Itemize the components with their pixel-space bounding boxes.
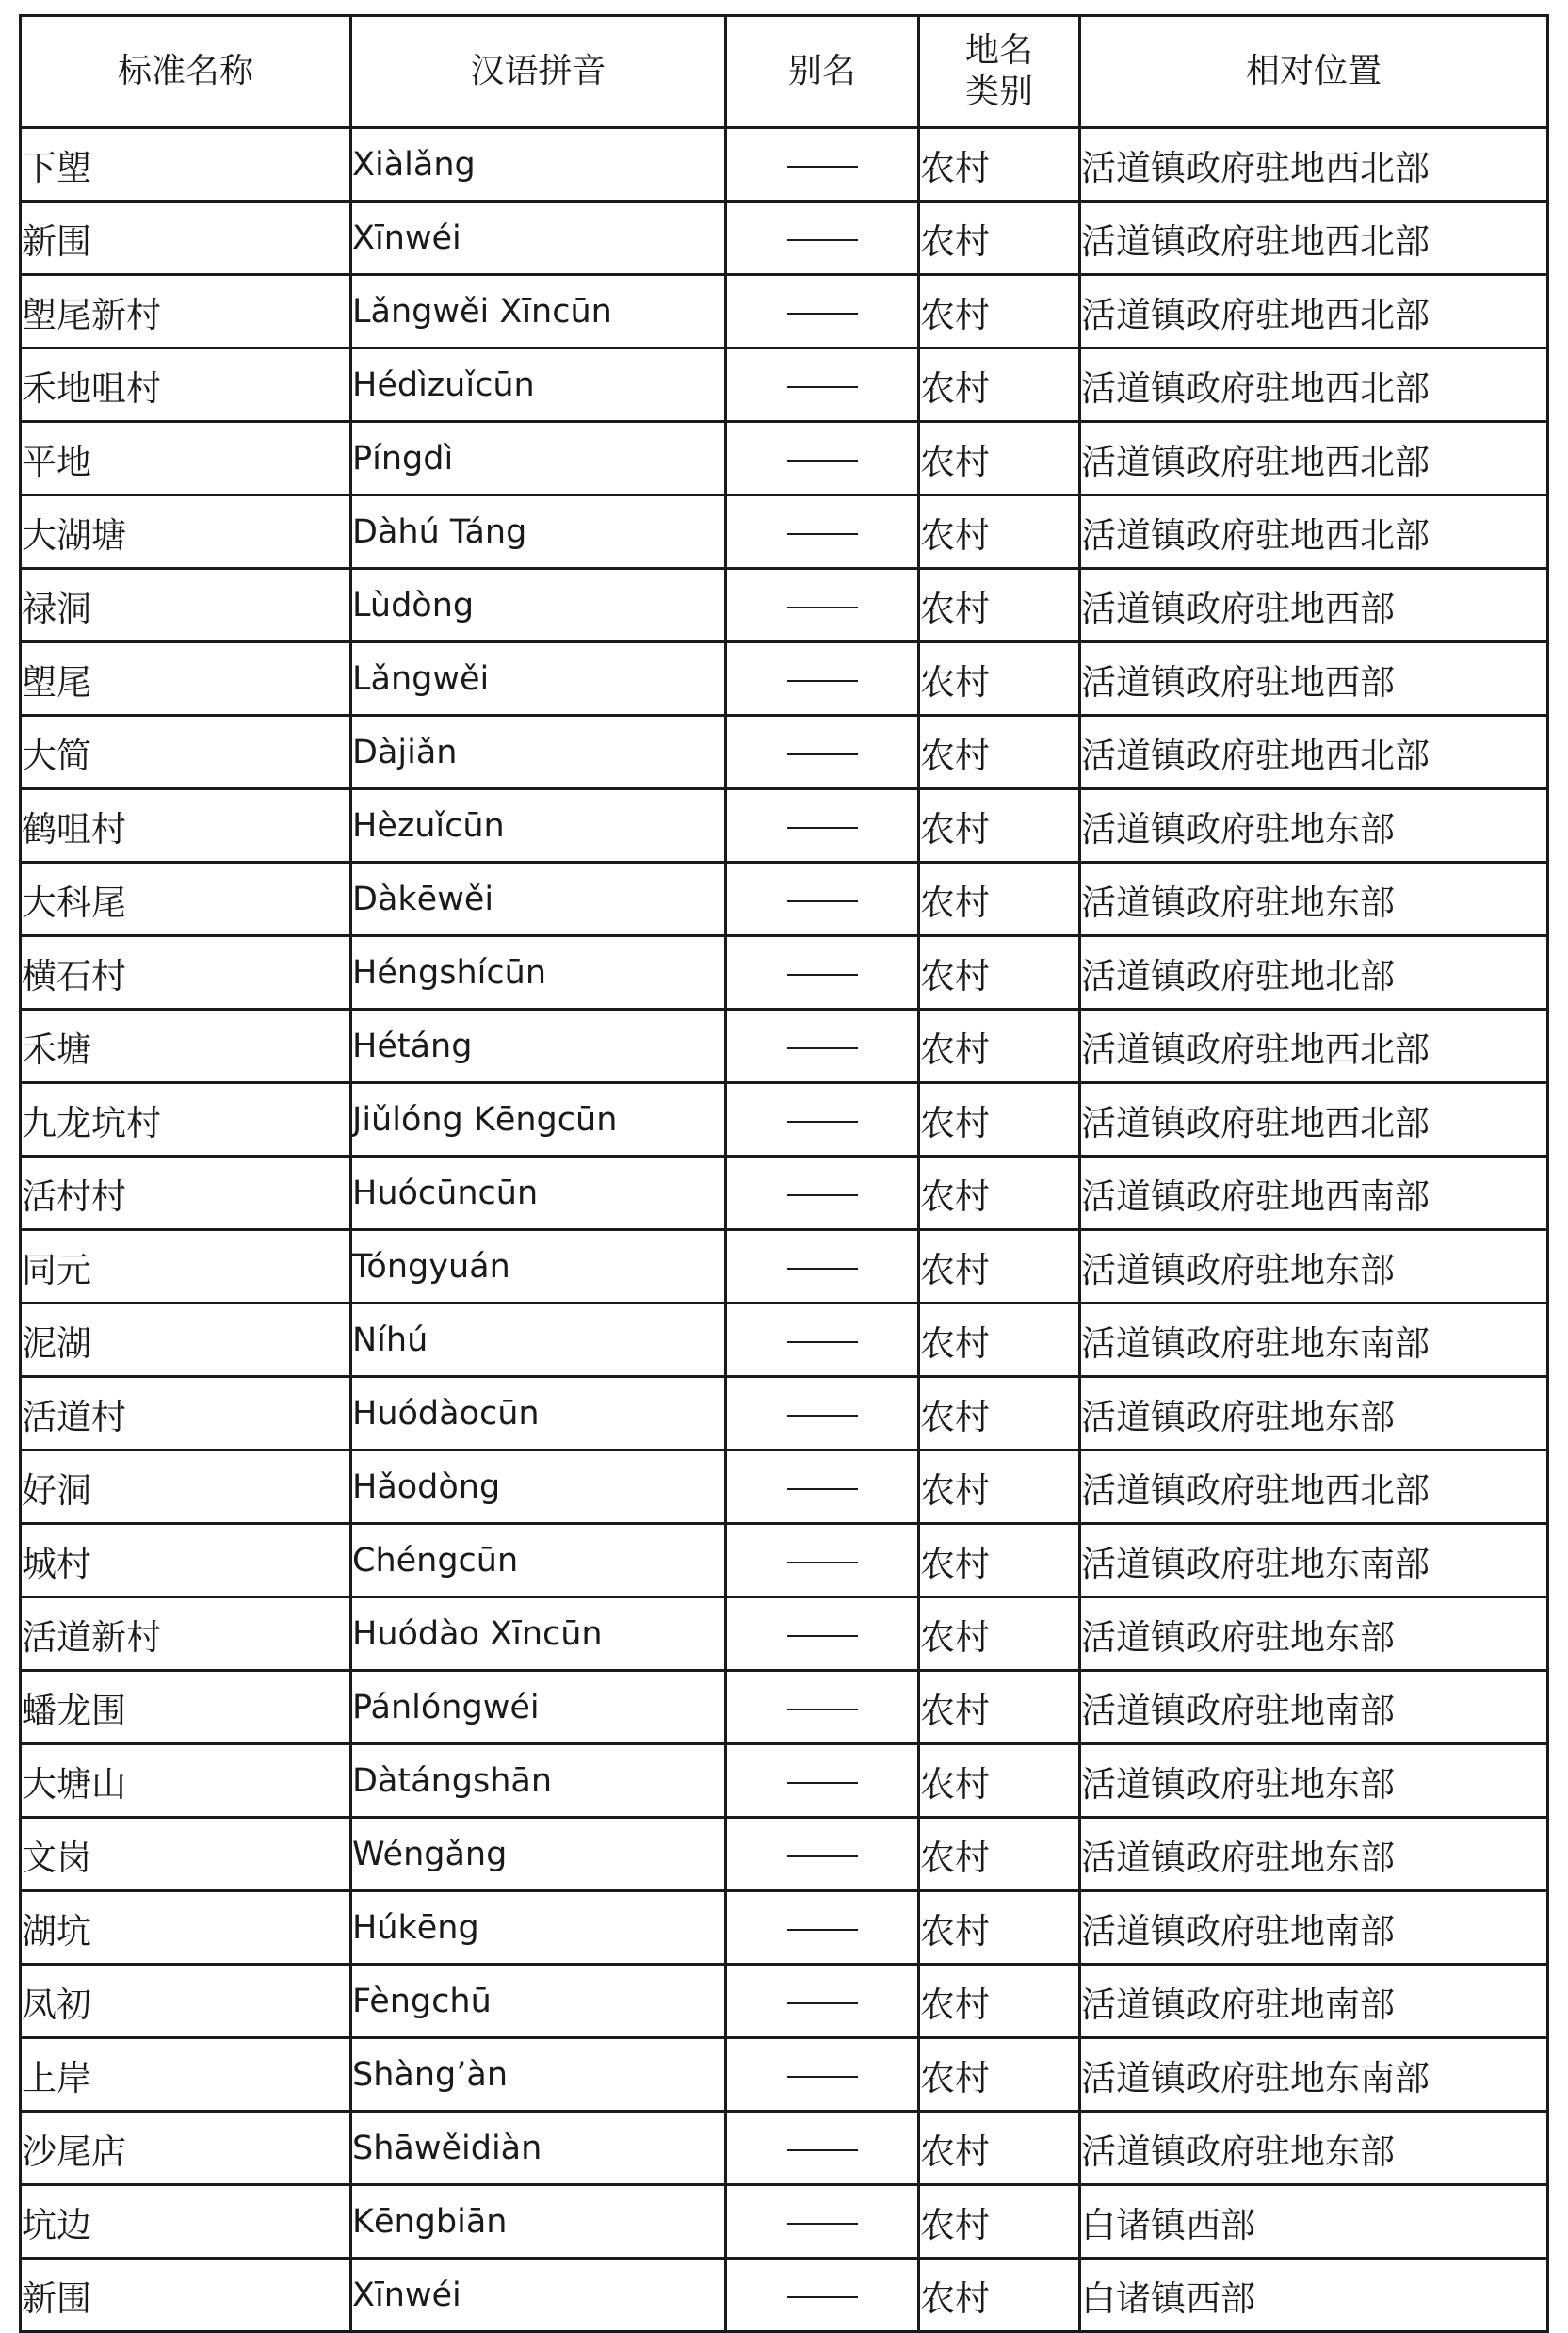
empty-dash — [787, 900, 858, 902]
cell-alias — [726, 1597, 919, 1671]
table-row — [21, 1744, 1548, 1818]
cell-relative-position: 活道镇政府驻地西北部 — [1080, 202, 1548, 275]
cell-pinyin: Fèngchū — [351, 1965, 726, 2038]
cell-relative-position: 活道镇政府驻地南部 — [1080, 1671, 1548, 1744]
cell-standard-name: 禄洞 — [21, 569, 351, 642]
empty-dash — [787, 1855, 858, 1857]
cell-alias — [726, 936, 919, 1010]
table-row — [21, 1230, 1548, 1304]
cell-place-type: 农村 — [919, 1671, 1080, 1744]
empty-dash — [787, 680, 858, 682]
cell-pinyin: Shàng’àn — [351, 2038, 726, 2112]
table-row — [21, 1818, 1548, 1891]
cell-standard-name: 蟠龙围 — [21, 1671, 351, 1744]
table-row — [21, 789, 1548, 863]
cell-standard-name: 塱尾 — [21, 642, 351, 716]
cell-place-type: 农村 — [919, 422, 1080, 495]
cell-place-type: 农村 — [919, 202, 1080, 275]
empty-dash — [787, 386, 858, 388]
cell-standard-name: 九龙坑村 — [21, 1083, 351, 1157]
table-row — [21, 2112, 1548, 2185]
cell-standard-name: 上岸 — [21, 2038, 351, 2112]
cell-alias — [726, 1671, 919, 1744]
cell-standard-name: 大简 — [21, 716, 351, 789]
cell-standard-name: 禾塘 — [21, 1010, 351, 1083]
cell-alias — [726, 863, 919, 936]
cell-standard-name: 大湖塘 — [21, 495, 351, 569]
cell-place-type: 农村 — [919, 2112, 1080, 2185]
cell-standard-name: 泥湖 — [21, 1304, 351, 1377]
cell-pinyin: Níhú — [351, 1304, 726, 1377]
table-row — [21, 1157, 1548, 1230]
cell-place-type: 农村 — [919, 569, 1080, 642]
cell-alias — [726, 1524, 919, 1597]
cell-standard-name: 沙尾店 — [21, 2112, 351, 2185]
cell-pinyin: Xīnwéi — [351, 202, 726, 275]
table-row — [21, 1524, 1548, 1597]
cell-pinyin: Huódào Xīncūn — [351, 1597, 726, 1671]
empty-dash — [787, 2149, 858, 2151]
cell-alias — [726, 2185, 919, 2259]
cell-place-type: 农村 — [919, 1450, 1080, 1524]
cell-place-type: 农村 — [919, 1597, 1080, 1671]
header-alias: 别名 — [726, 16, 919, 128]
table-row — [21, 642, 1548, 716]
cell-pinyin: Dàjiǎn — [351, 716, 726, 789]
cell-place-type: 农村 — [919, 2259, 1080, 2332]
cell-place-type: 农村 — [919, 642, 1080, 716]
empty-dash — [787, 166, 858, 168]
table-row — [21, 2185, 1548, 2259]
empty-dash — [787, 239, 858, 241]
cell-alias — [726, 1818, 919, 1891]
cell-alias — [726, 1083, 919, 1157]
cell-relative-position: 活道镇政府驻地西部 — [1080, 642, 1548, 716]
empty-dash — [787, 1562, 858, 1563]
empty-dash — [787, 1929, 858, 1931]
cell-place-type: 农村 — [919, 1744, 1080, 1818]
empty-dash — [787, 1341, 858, 1343]
cell-place-type: 农村 — [919, 2038, 1080, 2112]
cell-relative-position: 活道镇政府驻地西北部 — [1080, 275, 1548, 348]
cell-alias — [726, 1450, 919, 1524]
cell-alias — [726, 789, 919, 863]
empty-dash — [787, 2002, 858, 2004]
cell-standard-name: 好洞 — [21, 1450, 351, 1524]
table-row — [21, 1450, 1548, 1524]
cell-place-type: 农村 — [919, 1818, 1080, 1891]
cell-relative-position: 活道镇政府驻地西北部 — [1080, 422, 1548, 495]
cell-alias — [726, 2112, 919, 2185]
cell-relative-position: 活道镇政府驻地东部 — [1080, 1230, 1548, 1304]
cell-pinyin: Kēngbiān — [351, 2185, 726, 2259]
table-row — [21, 1083, 1548, 1157]
cell-pinyin: Wéngǎng — [351, 1818, 726, 1891]
cell-relative-position: 活道镇政府驻地东部 — [1080, 2112, 1548, 2185]
cell-place-type: 农村 — [919, 1304, 1080, 1377]
cell-standard-name: 同元 — [21, 1230, 351, 1304]
cell-alias — [726, 495, 919, 569]
place-name-table-sheet — [19, 14, 1546, 2333]
cell-standard-name: 凤初 — [21, 1965, 351, 2038]
cell-alias — [726, 2038, 919, 2112]
cell-relative-position: 活道镇政府驻地东南部 — [1080, 2038, 1548, 2112]
empty-dash — [787, 1268, 858, 1270]
cell-standard-name: 活道新村 — [21, 1597, 351, 1671]
cell-relative-position: 活道镇政府驻地东部 — [1080, 1377, 1548, 1450]
cell-alias — [726, 128, 919, 202]
cell-place-type: 农村 — [919, 1377, 1080, 1450]
cell-alias — [726, 1157, 919, 1230]
cell-relative-position: 活道镇政府驻地东部 — [1080, 1818, 1548, 1891]
cell-pinyin: Xiàlǎng — [351, 128, 726, 202]
cell-relative-position: 白诸镇西部 — [1080, 2185, 1548, 2259]
empty-dash — [787, 1047, 858, 1049]
cell-place-type: 农村 — [919, 348, 1080, 422]
empty-dash — [787, 1488, 858, 1490]
cell-pinyin: Tóngyuán — [351, 1230, 726, 1304]
cell-relative-position: 活道镇政府驻地西北部 — [1080, 1450, 1548, 1524]
cell-relative-position: 活道镇政府驻地西北部 — [1080, 128, 1548, 202]
cell-place-type: 农村 — [919, 275, 1080, 348]
cell-pinyin: Lǎngwěi — [351, 642, 726, 716]
cell-pinyin: Dàhú Táng — [351, 495, 726, 569]
table-row — [21, 1597, 1548, 1671]
cell-standard-name: 塱尾新村 — [21, 275, 351, 348]
header-relative-position: 相对位置 — [1080, 16, 1548, 128]
cell-relative-position: 活道镇政府驻地西北部 — [1080, 348, 1548, 422]
cell-place-type: 农村 — [919, 1157, 1080, 1230]
cell-place-type: 农村 — [919, 1010, 1080, 1083]
empty-dash — [787, 1635, 858, 1637]
cell-place-type: 农村 — [919, 1083, 1080, 1157]
cell-standard-name: 新围 — [21, 202, 351, 275]
cell-relative-position: 活道镇政府驻地南部 — [1080, 1965, 1548, 2038]
cell-relative-position: 活道镇政府驻地东部 — [1080, 789, 1548, 863]
table-row — [21, 1965, 1548, 2038]
table-row — [21, 569, 1548, 642]
header-pinyin: 汉语拼音 — [351, 16, 726, 128]
cell-standard-name: 横石村 — [21, 936, 351, 1010]
empty-dash — [787, 313, 858, 315]
cell-standard-name: 下塱 — [21, 128, 351, 202]
cell-place-type: 农村 — [919, 1965, 1080, 2038]
cell-standard-name: 平地 — [21, 422, 351, 495]
empty-dash — [787, 533, 858, 535]
empty-dash — [787, 1121, 858, 1123]
cell-pinyin: Héngshícūn — [351, 936, 726, 1010]
cell-pinyin: Chéngcūn — [351, 1524, 726, 1597]
cell-pinyin: Hétáng — [351, 1010, 726, 1083]
cell-pinyin: Húkēng — [351, 1891, 726, 1965]
cell-alias — [726, 1010, 919, 1083]
cell-place-type: 农村 — [919, 495, 1080, 569]
cell-pinyin: Jiǔlóng Kēngcūn — [351, 1083, 726, 1157]
cell-pinyin: Píngdì — [351, 422, 726, 495]
table-body — [21, 128, 1548, 2332]
cell-alias — [726, 1230, 919, 1304]
table-row — [21, 1671, 1548, 1744]
empty-dash — [787, 827, 858, 829]
empty-dash — [787, 2223, 858, 2225]
cell-relative-position: 活道镇政府驻地西北部 — [1080, 1083, 1548, 1157]
cell-standard-name: 禾地咀村 — [21, 348, 351, 422]
header-place-type-line2: 类别 — [964, 73, 1033, 111]
empty-dash — [787, 2076, 858, 2078]
cell-relative-position: 活道镇政府驻地西北部 — [1080, 716, 1548, 789]
cell-relative-position: 活道镇政府驻地东南部 — [1080, 1304, 1548, 1377]
table-row — [21, 2259, 1548, 2332]
table-row — [21, 1304, 1548, 1377]
cell-alias — [726, 1377, 919, 1450]
table-row — [21, 348, 1548, 422]
cell-alias — [726, 275, 919, 348]
cell-relative-position: 活道镇政府驻地西南部 — [1080, 1157, 1548, 1230]
cell-standard-name: 新围 — [21, 2259, 351, 2332]
cell-relative-position: 活道镇政府驻地东部 — [1080, 1597, 1548, 1671]
table-row — [21, 1377, 1548, 1450]
empty-dash — [787, 2296, 858, 2298]
cell-standard-name: 湖坑 — [21, 1891, 351, 1965]
cell-alias — [726, 1304, 919, 1377]
table-row — [21, 936, 1548, 1010]
table-row — [21, 863, 1548, 936]
cell-alias — [726, 642, 919, 716]
table-row — [21, 202, 1548, 275]
cell-relative-position: 活道镇政府驻地西北部 — [1080, 495, 1548, 569]
cell-place-type: 农村 — [919, 716, 1080, 789]
cell-pinyin: Lùdòng — [351, 569, 726, 642]
empty-dash — [787, 460, 858, 462]
cell-pinyin: Huódàocūn — [351, 1377, 726, 1450]
table-row — [21, 495, 1548, 569]
cell-relative-position: 白诸镇西部 — [1080, 2259, 1548, 2332]
table-row — [21, 422, 1548, 495]
cell-alias — [726, 716, 919, 789]
cell-standard-name: 鹤咀村 — [21, 789, 351, 863]
header-standard-name: 标准名称 — [21, 16, 351, 128]
cell-alias — [726, 202, 919, 275]
cell-relative-position: 活道镇政府驻地东部 — [1080, 863, 1548, 936]
empty-dash — [787, 1415, 858, 1417]
cell-relative-position: 活道镇政府驻地西部 — [1080, 569, 1548, 642]
cell-standard-name: 坑边 — [21, 2185, 351, 2259]
table-row — [21, 128, 1548, 202]
cell-alias — [726, 422, 919, 495]
cell-alias — [726, 2259, 919, 2332]
cell-alias — [726, 348, 919, 422]
table-row — [21, 1891, 1548, 1965]
cell-pinyin: Hǎodòng — [351, 1450, 726, 1524]
cell-place-type: 农村 — [919, 128, 1080, 202]
cell-alias — [726, 569, 919, 642]
cell-relative-position: 活道镇政府驻地东部 — [1080, 1744, 1548, 1818]
table-row — [21, 2038, 1548, 2112]
table-row — [21, 716, 1548, 789]
cell-relative-position: 活道镇政府驻地东南部 — [1080, 1524, 1548, 1597]
empty-dash — [787, 1194, 858, 1196]
cell-pinyin: Lǎngwěi Xīncūn — [351, 275, 726, 348]
cell-alias — [726, 1891, 919, 1965]
header-place-type — [919, 16, 1080, 128]
cell-pinyin: Pánlóngwéi — [351, 1671, 726, 1744]
table-header-row — [21, 16, 1548, 128]
cell-relative-position: 活道镇政府驻地北部 — [1080, 936, 1548, 1010]
cell-standard-name: 文岗 — [21, 1818, 351, 1891]
cell-pinyin: Hèzuǐcūn — [351, 789, 726, 863]
cell-relative-position: 活道镇政府驻地西北部 — [1080, 1010, 1548, 1083]
cell-standard-name: 活村村 — [21, 1157, 351, 1230]
cell-pinyin: Huócūncūn — [351, 1157, 726, 1230]
cell-pinyin: Xīnwéi — [351, 2259, 726, 2332]
empty-dash — [787, 1782, 858, 1784]
empty-dash — [787, 1709, 858, 1710]
cell-place-type: 农村 — [919, 863, 1080, 936]
cell-standard-name: 大塘山 — [21, 1744, 351, 1818]
cell-standard-name: 活道村 — [21, 1377, 351, 1450]
cell-alias — [726, 1744, 919, 1818]
cell-place-type: 农村 — [919, 936, 1080, 1010]
cell-place-type: 农村 — [919, 1524, 1080, 1597]
cell-pinyin: Hédìzuǐcūn — [351, 348, 726, 422]
empty-dash — [787, 607, 858, 608]
cell-standard-name: 大科尾 — [21, 863, 351, 936]
cell-pinyin: Dàkēwěi — [351, 863, 726, 936]
cell-place-type: 农村 — [919, 2185, 1080, 2259]
header-place-type-line1: 地名 — [964, 31, 1033, 70]
place-name-table — [19, 14, 1549, 2333]
cell-place-type: 农村 — [919, 1230, 1080, 1304]
empty-dash — [787, 974, 858, 976]
cell-place-type: 农村 — [919, 789, 1080, 863]
cell-place-type: 农村 — [919, 1891, 1080, 1965]
cell-standard-name: 城村 — [21, 1524, 351, 1597]
cell-pinyin: Dàtángshān — [351, 1744, 726, 1818]
cell-alias — [726, 1965, 919, 2038]
table-row — [21, 1010, 1548, 1083]
cell-relative-position: 活道镇政府驻地南部 — [1080, 1891, 1548, 1965]
cell-pinyin: Shāwěidiàn — [351, 2112, 726, 2185]
table-row — [21, 275, 1548, 348]
empty-dash — [787, 753, 858, 755]
